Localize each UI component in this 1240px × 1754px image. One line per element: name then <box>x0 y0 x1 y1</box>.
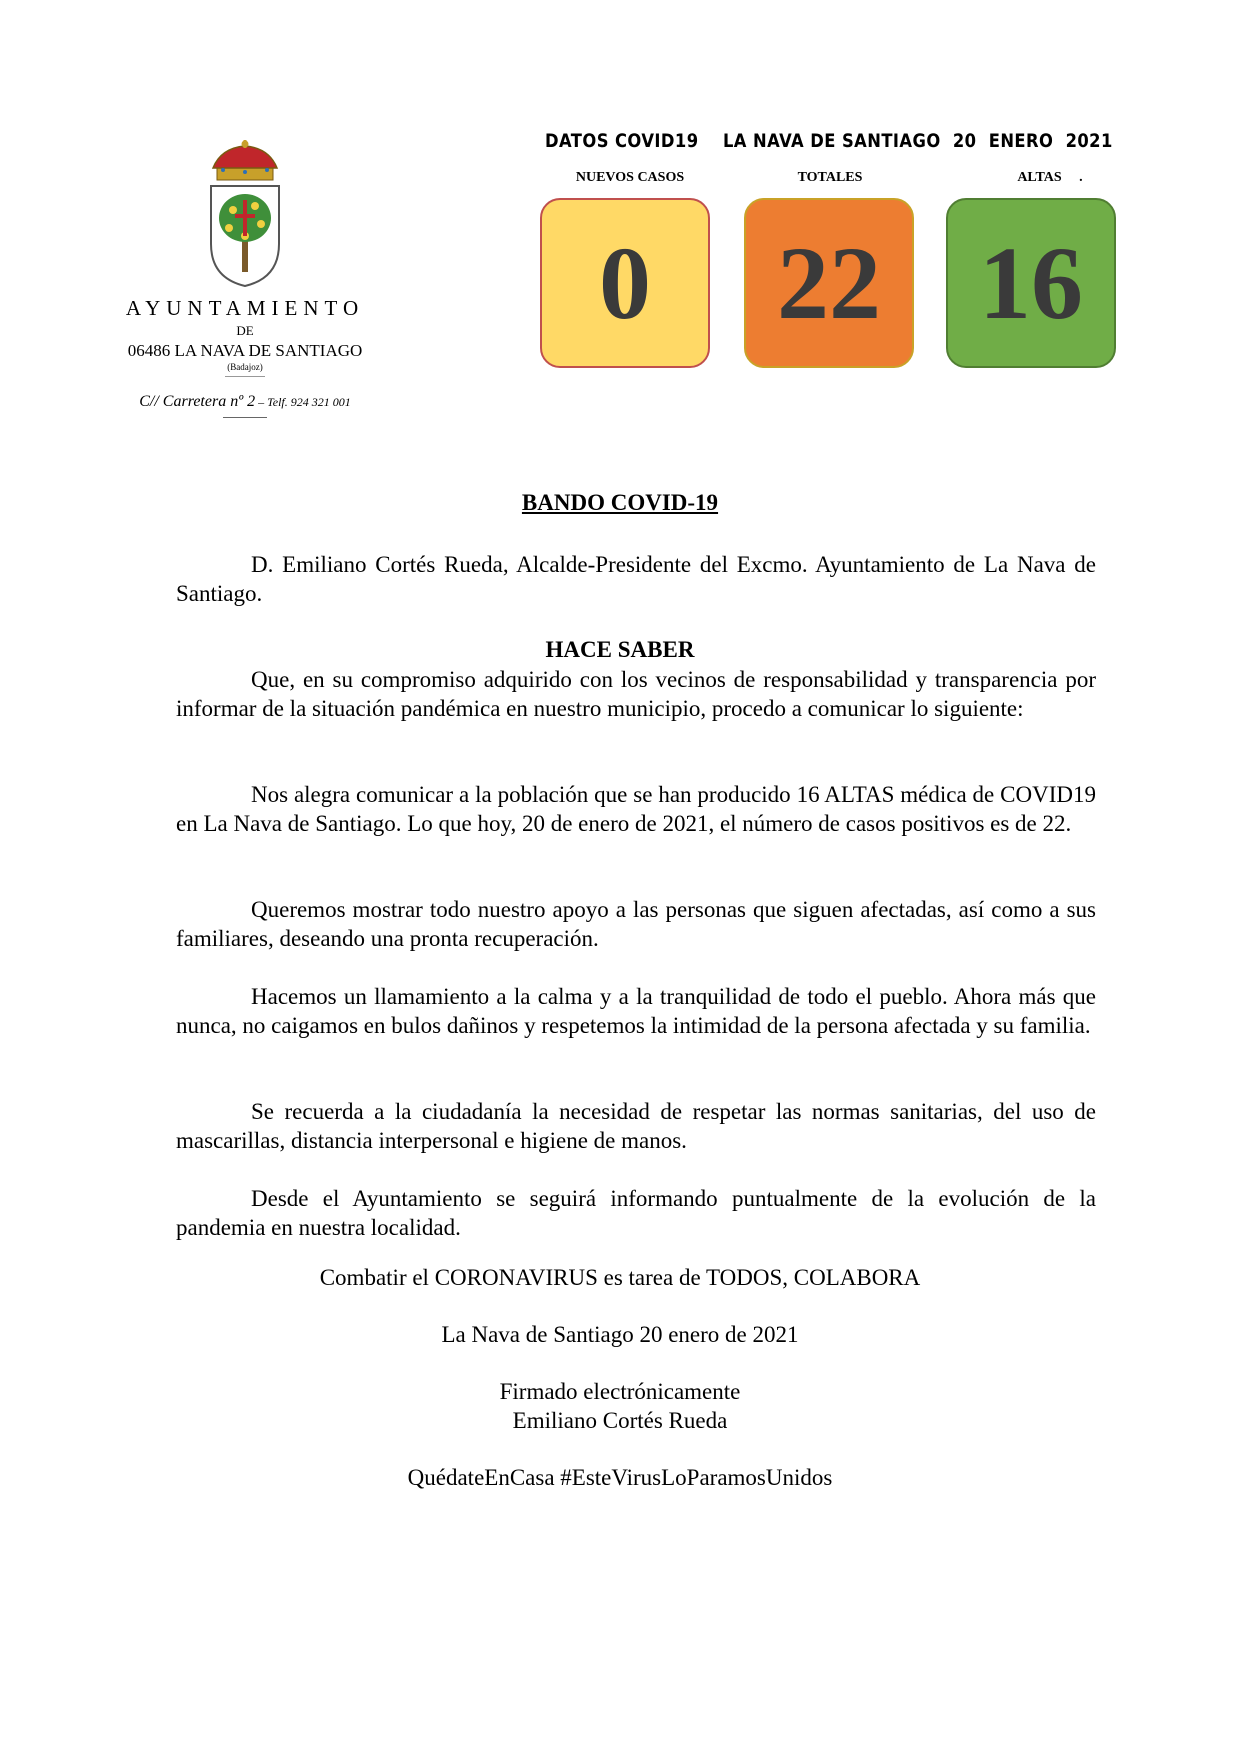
paragraph-6: Desde el Ayuntamiento se seguirá informando puntualmente de la evolución de la pandemia en nuestra localidad. <box>176 1186 1096 1240</box>
document-title: BANDO COVID-19 <box>521 490 719 515</box>
place-date: La Nava de Santiago 20 enero de 2021 <box>441 1322 799 1347</box>
paragraph-5: Se recuerda a la ciudadanía la necesidad de respetar las normas sanitarias, del uso de mascarillas, distancia interpersonal e higiene de manos. <box>176 1099 1096 1153</box>
nuevos-casos-box: 0 <box>540 198 710 368</box>
hashtags: QuédateEnCasa #EsteVirusLoParamosUnidos <box>407 1465 833 1490</box>
signer-name: Emiliano Cortés Rueda <box>512 1408 728 1433</box>
letterhead-title: AYUNTAMIENTO <box>125 296 365 320</box>
divider <box>225 376 265 377</box>
paragraph-1: Que, en su compromiso adquirido con los vecinos de responsabilidad y transparencia por informar de la situación pandémica en nuestro municipio, procedo a comunicar lo siguiente: <box>176 667 1096 721</box>
hace-saber-heading: HACE SABER <box>545 637 695 662</box>
letterhead-province: (Badajoz) <box>227 362 263 372</box>
label-altas: ALTAS . <box>1017 170 1083 185</box>
paragraph-2: Nos alegra comunicar a la población que se han producido 16 ALTAS médica de COVID19 en La Nava de Santiago. Lo que hoy, 20 de enero de 2021, el número de casos positivos es de 22. <box>176 782 1096 836</box>
letterhead-address <box>80 393 410 411</box>
stats-title: DATOS COVID19 LA NAVA DE SANTIAGO 20 ENERO 2021 <box>545 130 1113 152</box>
totales-box: 22 <box>744 198 914 368</box>
phone-text: – Telf. 924 321 001 <box>255 395 351 409</box>
letterhead <box>80 140 410 418</box>
label-totales: TOTALES <box>797 170 863 185</box>
letterhead-de: DE <box>236 323 254 338</box>
intro-paragraph: D. Emiliano Cortés Rueda, Alcalde-Presidente del Excmo. Ayuntamiento de La Nava de Santiago. <box>176 552 1096 606</box>
label-nuevos-casos: NUEVOS CASOS <box>575 170 685 185</box>
coat-of-arms-icon <box>203 140 287 290</box>
slogan: Combatir el CORONAVIRUS es tarea de TODOS, COLABORA <box>319 1265 921 1290</box>
paragraph-4: Hacemos un llamamiento a la calma y a la tranquilidad de todo el pueblo. Ahora más que nunca, no caigamos en bulos dañinos y respetemos la intimidad de la persona afectada y su familia. <box>176 984 1096 1038</box>
divider <box>223 417 267 418</box>
signed-note: Firmado electrónicamente <box>499 1379 741 1404</box>
address-text: C// Carretera nº 2 <box>139 393 256 410</box>
paragraph-3: Queremos mostrar todo nuestro apoyo a las personas que siguen afectadas, así como a sus familiares, deseando una pronta recuperación. <box>176 897 1096 951</box>
letterhead-town: 06486 LA NAVA DE SANTIAGO <box>127 341 363 360</box>
altas-box: 16 <box>946 198 1116 368</box>
